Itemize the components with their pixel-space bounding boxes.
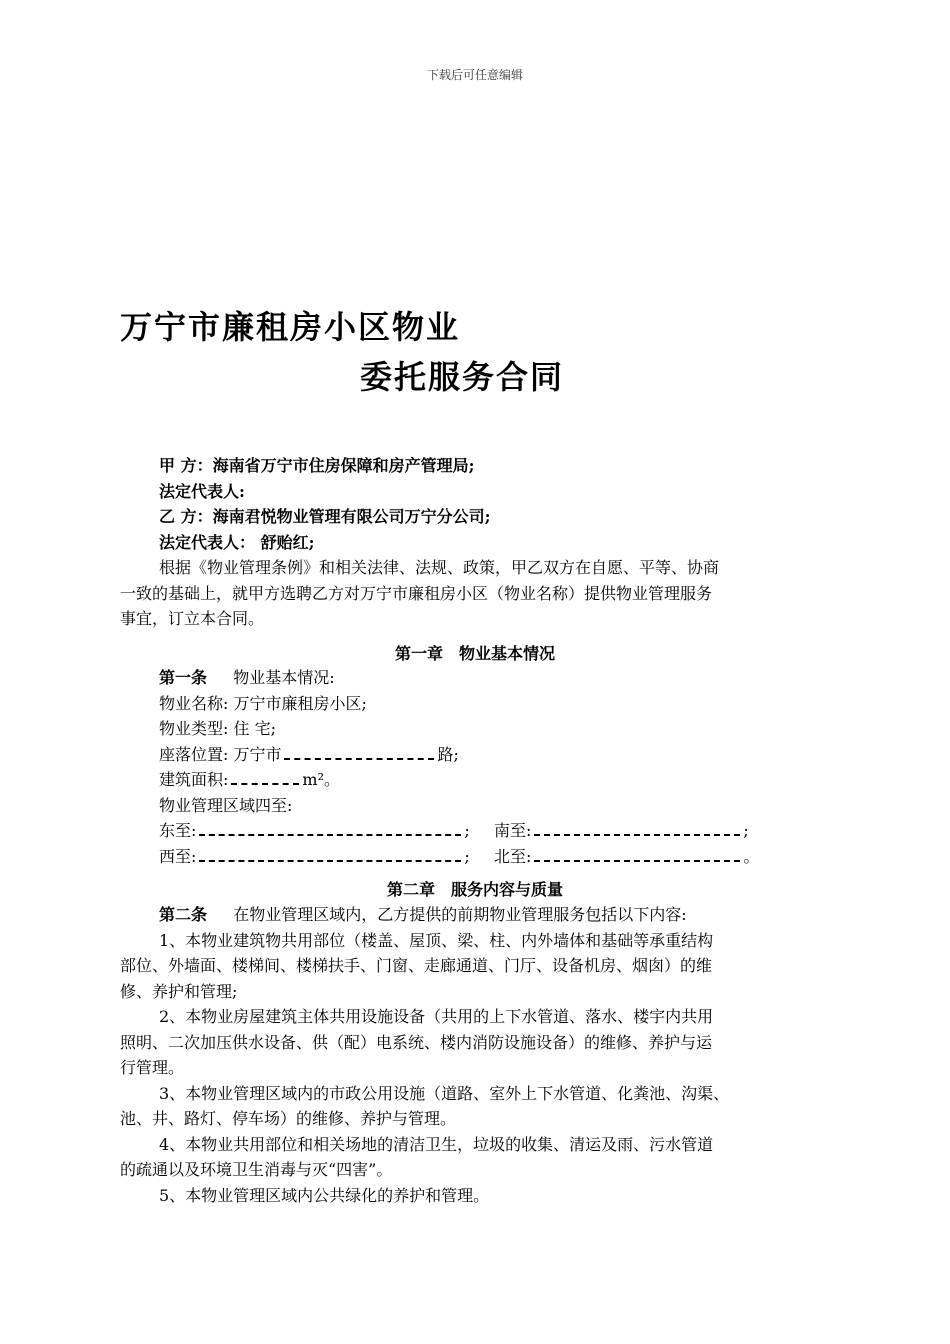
article-1-text: 物业基本情况: [233, 668, 335, 687]
property-area [159, 770, 340, 790]
east-sep: ; [464, 821, 470, 840]
service-item-line: 修、养护和管理; [120, 982, 238, 1001]
north-blank [534, 850, 740, 862]
party-b-representative: 法定代表人： 舒贻红; [159, 533, 315, 552]
preamble-line-1: 根据《物业管理条例》和相关法律、法规、政策，甲乙双方在自愿、平等、协商 [159, 558, 720, 577]
service-item-line: 的疏通以及环境卫生消毒与灭“四害”。 [120, 1160, 393, 1179]
service-item-line: 4、本物业共用部位和相关场地的清洁卫生，垃圾的收集、清运及雨、污水管道 [159, 1135, 714, 1154]
article-2-label: 第二条 [159, 905, 208, 924]
party-a-representative: 法定代表人: [159, 482, 245, 501]
boundaries-label: 物业管理区域四至: [159, 796, 293, 815]
area-prefix: 建筑面积: [159, 770, 229, 789]
party-b: 乙 方：海南君悦物业管理有限公司万宁分公司; [159, 507, 491, 526]
north-label: 北至: [493, 847, 532, 866]
chapter-1-heading: 第一章 物业基本情况 [394, 644, 555, 663]
service-item-line: 2、本物业房屋建筑主体共用设施设备（共用的上下水管道、落水、楼宇内共用 [159, 1007, 714, 1026]
south-label: 南至: [493, 821, 532, 840]
party-a: 甲 方：海南省万宁市住房保障和房产管理局; [159, 456, 475, 475]
chapter-2-heading: 第二章 服务内容与质量 [386, 880, 563, 899]
location-suffix: 路; [437, 745, 459, 764]
east-blank [199, 824, 461, 836]
article-2 [159, 905, 687, 925]
west-label: 西至: [159, 847, 197, 866]
location-blank [284, 748, 434, 760]
area-blank [231, 773, 299, 785]
service-item-line: 池、井、路灯、停车场）的维修、养护与管理。 [120, 1109, 457, 1128]
boundaries-row-1 [159, 821, 749, 841]
service-item-line: 5、本物业管理区域内公共绿化的养护和管理。 [159, 1186, 490, 1205]
south-blank [534, 824, 740, 836]
article-1-label: 第一条 [159, 668, 208, 687]
document-title-line1: 万宁市廉租房小区物业 [120, 308, 461, 346]
header-note: 下载后可任意编辑 [426, 68, 523, 82]
document-title-line2: 委托服务合同 [360, 358, 565, 396]
service-item-line: 照明、二次加压供水设备、供（配）电系统、楼内消防设施设备）的维修、养护与运 [120, 1033, 713, 1052]
service-item-line: 部位、外墙面、楼梯间、楼梯扶手、门窗、走廊通道、门厅、设备机房、烟囱）的维 [120, 956, 713, 975]
property-location [159, 745, 459, 765]
service-item-line: 行管理。 [120, 1058, 185, 1077]
west-sep: ; [464, 847, 470, 866]
boundaries-row-2 [159, 847, 759, 867]
area-suffix: m²。 [302, 770, 340, 789]
location-prefix: 座落位置: 万宁市 [159, 745, 282, 764]
article-1 [159, 668, 335, 688]
south-sep: ; [743, 821, 749, 840]
service-item-line: 3、本物业管理区域内的市政公用设施（道路、室外上下水管道、化粪池、沟渠、 [159, 1084, 730, 1103]
north-sep: 。 [743, 847, 760, 866]
article-2-text: 在物业管理区域内，乙方提供的前期物业管理服务包括以下内容: [233, 905, 687, 924]
east-label: 东至: [159, 821, 197, 840]
west-blank [199, 850, 461, 862]
preamble-line-3: 事宜，订立本合同。 [120, 609, 265, 628]
property-type: 物业类型: 住 宅; [159, 719, 276, 738]
preamble-line-2: 一致的基础上，就甲方选聘乙方对万宁市廉租房小区（物业名称）提供物业管理服务 [120, 584, 713, 603]
property-name: 物业名称: 万宁市廉租房小区; [159, 694, 367, 713]
service-item-line: 1、本物业建筑物共用部位（楼盖、屋顶、梁、柱、内外墙体和基础等承重结构 [159, 931, 714, 950]
